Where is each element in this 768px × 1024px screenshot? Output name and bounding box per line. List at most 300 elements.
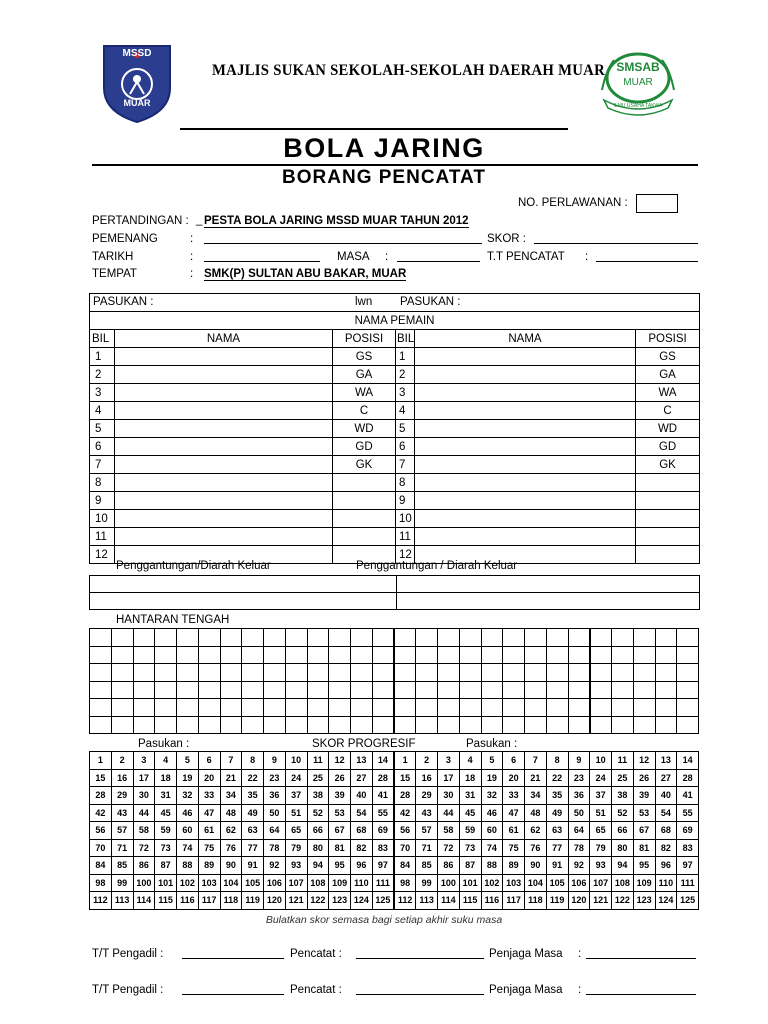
player-name-right-cell[interactable] xyxy=(415,474,636,492)
score-cell-right[interactable]: 10 xyxy=(590,752,612,770)
score-cell-left[interactable]: 25 xyxy=(307,769,329,787)
sig-penjaga-field-1[interactable] xyxy=(586,948,696,959)
score-cell-left[interactable]: 12 xyxy=(329,752,351,770)
hantaran-cell[interactable] xyxy=(416,646,438,664)
score-cell-left[interactable]: 79 xyxy=(285,839,307,857)
score-cell-left[interactable]: 3 xyxy=(133,752,155,770)
hantaran-cell[interactable] xyxy=(590,681,612,699)
hantaran-cell[interactable] xyxy=(633,716,655,734)
score-cell-right[interactable]: 29 xyxy=(416,787,438,805)
hantaran-cell[interactable] xyxy=(612,629,634,647)
score-cell-right[interactable]: 110 xyxy=(655,874,677,892)
hantaran-cell[interactable] xyxy=(177,646,199,664)
score-cell-left[interactable]: 62 xyxy=(220,822,242,840)
hantaran-cell[interactable] xyxy=(111,699,133,717)
player-name-right-cell[interactable] xyxy=(415,384,636,402)
score-cell-left[interactable]: 36 xyxy=(264,787,286,805)
hantaran-cell[interactable] xyxy=(198,716,220,734)
score-cell-left[interactable]: 28 xyxy=(372,769,394,787)
hantaran-cell[interactable] xyxy=(655,716,677,734)
score-cell-left[interactable]: 85 xyxy=(111,857,133,875)
hantaran-cell[interactable] xyxy=(416,629,438,647)
score-cell-right[interactable]: 7 xyxy=(525,752,547,770)
score-cell-left[interactable]: 23 xyxy=(264,769,286,787)
hantaran-cell[interactable] xyxy=(372,699,394,717)
hantaran-cell[interactable] xyxy=(220,664,242,682)
hantaran-cell[interactable] xyxy=(416,699,438,717)
hantaran-cell[interactable] xyxy=(329,629,351,647)
hantaran-cell[interactable] xyxy=(655,629,677,647)
score-cell-right[interactable]: 9 xyxy=(568,752,590,770)
score-cell-right[interactable]: 88 xyxy=(481,857,503,875)
hantaran-cell[interactable] xyxy=(220,716,242,734)
score-cell-left[interactable]: 56 xyxy=(90,822,112,840)
score-cell-left[interactable]: 30 xyxy=(133,787,155,805)
score-cell-right[interactable]: 11 xyxy=(612,752,634,770)
score-cell-left[interactable]: 42 xyxy=(90,804,112,822)
no-perlawanan-box[interactable] xyxy=(636,194,678,213)
score-cell-left[interactable]: 10 xyxy=(285,752,307,770)
hantaran-cell[interactable] xyxy=(416,681,438,699)
score-cell-left[interactable]: 69 xyxy=(372,822,394,840)
score-cell-left[interactable]: 101 xyxy=(155,874,177,892)
hantaran-cell[interactable] xyxy=(111,716,133,734)
hantaran-cell[interactable] xyxy=(155,629,177,647)
score-cell-left[interactable]: 122 xyxy=(307,892,329,910)
score-cell-left[interactable]: 34 xyxy=(220,787,242,805)
hantaran-cell[interactable] xyxy=(416,716,438,734)
score-cell-left[interactable]: 57 xyxy=(111,822,133,840)
score-cell-left[interactable]: 106 xyxy=(264,874,286,892)
hantaran-cell[interactable] xyxy=(394,629,416,647)
score-cell-right[interactable]: 85 xyxy=(416,857,438,875)
score-cell-left[interactable]: 39 xyxy=(329,787,351,805)
score-cell-right[interactable]: 69 xyxy=(677,822,699,840)
hantaran-cell[interactable] xyxy=(568,629,590,647)
score-cell-right[interactable]: 34 xyxy=(525,787,547,805)
player-name-right-cell[interactable] xyxy=(415,492,636,510)
hantaran-cell[interactable] xyxy=(394,699,416,717)
score-cell-right[interactable]: 40 xyxy=(655,787,677,805)
hantaran-cell[interactable] xyxy=(111,646,133,664)
player-name-right-cell[interactable] xyxy=(415,402,636,420)
hantaran-cell[interactable] xyxy=(503,646,525,664)
hantaran-cell[interactable] xyxy=(525,681,547,699)
score-cell-right[interactable]: 47 xyxy=(503,804,525,822)
hantaran-cell[interactable] xyxy=(198,699,220,717)
score-cell-right[interactable]: 42 xyxy=(394,804,416,822)
score-cell-right[interactable]: 20 xyxy=(503,769,525,787)
hantaran-cell[interactable] xyxy=(264,664,286,682)
player-name-right-cell[interactable] xyxy=(415,510,636,528)
score-cell-left[interactable]: 110 xyxy=(351,874,373,892)
hantaran-cell[interactable] xyxy=(220,699,242,717)
score-cell-left[interactable]: 95 xyxy=(329,857,351,875)
score-cell-left[interactable]: 114 xyxy=(133,892,155,910)
score-cell-left[interactable]: 45 xyxy=(155,804,177,822)
player-name-left-cell[interactable] xyxy=(115,366,333,384)
hantaran-cell[interactable] xyxy=(633,664,655,682)
hantaran-cell[interactable] xyxy=(155,699,177,717)
hantaran-cell[interactable] xyxy=(438,629,460,647)
score-cell-right[interactable]: 48 xyxy=(525,804,547,822)
hantaran-cell[interactable] xyxy=(198,646,220,664)
score-cell-right[interactable]: 98 xyxy=(394,874,416,892)
hantaran-cell[interactable] xyxy=(372,664,394,682)
hantaran-cell[interactable] xyxy=(568,716,590,734)
score-cell-right[interactable]: 38 xyxy=(612,787,634,805)
score-cell-right[interactable]: 68 xyxy=(655,822,677,840)
score-cell-left[interactable]: 121 xyxy=(285,892,307,910)
hantaran-cell[interactable] xyxy=(612,716,634,734)
score-cell-right[interactable]: 96 xyxy=(655,857,677,875)
substitution-cell[interactable] xyxy=(90,593,397,610)
sig-pencatat-field-2[interactable] xyxy=(356,984,484,995)
score-cell-right[interactable]: 64 xyxy=(568,822,590,840)
score-cell-left[interactable]: 15 xyxy=(90,769,112,787)
sig-pencatat-field-1[interactable] xyxy=(356,948,484,959)
score-cell-left[interactable]: 47 xyxy=(198,804,220,822)
hantaran-cell[interactable] xyxy=(590,664,612,682)
score-cell-left[interactable]: 43 xyxy=(111,804,133,822)
player-name-right-cell[interactable] xyxy=(415,438,636,456)
hantaran-cell[interactable] xyxy=(459,699,481,717)
score-cell-left[interactable]: 13 xyxy=(351,752,373,770)
score-cell-left[interactable]: 108 xyxy=(307,874,329,892)
hantaran-cell[interactable] xyxy=(459,629,481,647)
hantaran-cell[interactable] xyxy=(677,681,699,699)
score-cell-left[interactable]: 81 xyxy=(329,839,351,857)
hantaran-cell[interactable] xyxy=(329,664,351,682)
hantaran-cell[interactable] xyxy=(155,664,177,682)
hantaran-cell[interactable] xyxy=(677,699,699,717)
hantaran-cell[interactable] xyxy=(655,646,677,664)
hantaran-cell[interactable] xyxy=(546,664,568,682)
hantaran-cell[interactable] xyxy=(677,646,699,664)
sig-pengadil-field-2[interactable] xyxy=(182,984,284,995)
player-name-left-cell[interactable] xyxy=(115,456,333,474)
score-cell-right[interactable]: 76 xyxy=(525,839,547,857)
player-name-left-cell[interactable] xyxy=(115,474,333,492)
score-cell-right[interactable]: 45 xyxy=(459,804,481,822)
score-cell-right[interactable]: 121 xyxy=(590,892,612,910)
score-cell-right[interactable]: 124 xyxy=(655,892,677,910)
score-cell-right[interactable]: 12 xyxy=(633,752,655,770)
score-cell-right[interactable]: 87 xyxy=(459,857,481,875)
score-cell-right[interactable]: 59 xyxy=(459,822,481,840)
hantaran-cell[interactable] xyxy=(307,646,329,664)
hantaran-cell[interactable] xyxy=(546,646,568,664)
hantaran-cell[interactable] xyxy=(285,681,307,699)
score-cell-right[interactable]: 118 xyxy=(525,892,547,910)
player-name-left-cell[interactable] xyxy=(115,492,333,510)
hantaran-cell[interactable] xyxy=(525,664,547,682)
score-cell-right[interactable]: 71 xyxy=(416,839,438,857)
score-cell-right[interactable]: 21 xyxy=(525,769,547,787)
score-cell-right[interactable]: 13 xyxy=(655,752,677,770)
score-cell-right[interactable]: 86 xyxy=(438,857,460,875)
score-cell-right[interactable]: 16 xyxy=(416,769,438,787)
hantaran-cell[interactable] xyxy=(133,699,155,717)
hantaran-cell[interactable] xyxy=(351,629,373,647)
score-cell-right[interactable]: 60 xyxy=(481,822,503,840)
score-cell-right[interactable]: 105 xyxy=(546,874,568,892)
score-cell-right[interactable]: 120 xyxy=(568,892,590,910)
score-cell-right[interactable]: 93 xyxy=(590,857,612,875)
player-name-left-cell[interactable] xyxy=(115,528,333,546)
score-cell-left[interactable]: 66 xyxy=(307,822,329,840)
score-cell-right[interactable]: 90 xyxy=(525,857,547,875)
score-cell-left[interactable]: 107 xyxy=(285,874,307,892)
score-cell-right[interactable]: 97 xyxy=(677,857,699,875)
hantaran-cell[interactable] xyxy=(198,664,220,682)
score-cell-right[interactable]: 77 xyxy=(546,839,568,857)
hantaran-cell[interactable] xyxy=(568,699,590,717)
hantaran-cell[interactable] xyxy=(481,699,503,717)
score-cell-left[interactable]: 7 xyxy=(220,752,242,770)
hantaran-cell[interactable] xyxy=(525,646,547,664)
score-cell-left[interactable]: 44 xyxy=(133,804,155,822)
score-cell-right[interactable]: 91 xyxy=(546,857,568,875)
score-cell-right[interactable]: 19 xyxy=(481,769,503,787)
score-cell-left[interactable]: 113 xyxy=(111,892,133,910)
score-cell-right[interactable]: 65 xyxy=(590,822,612,840)
score-cell-left[interactable]: 75 xyxy=(198,839,220,857)
hantaran-cell[interactable] xyxy=(438,681,460,699)
score-cell-right[interactable]: 18 xyxy=(459,769,481,787)
score-cell-right[interactable]: 112 xyxy=(394,892,416,910)
score-cell-right[interactable]: 82 xyxy=(655,839,677,857)
hantaran-cell[interactable] xyxy=(438,716,460,734)
hantaran-cell[interactable] xyxy=(307,664,329,682)
hantaran-cell[interactable] xyxy=(481,681,503,699)
hantaran-cell[interactable] xyxy=(525,699,547,717)
hantaran-cell[interactable] xyxy=(459,716,481,734)
score-cell-left[interactable]: 72 xyxy=(133,839,155,857)
score-cell-left[interactable]: 116 xyxy=(177,892,199,910)
score-cell-right[interactable]: 122 xyxy=(612,892,634,910)
score-cell-left[interactable]: 84 xyxy=(90,857,112,875)
score-cell-left[interactable]: 123 xyxy=(329,892,351,910)
score-cell-right[interactable]: 31 xyxy=(459,787,481,805)
score-cell-left[interactable]: 14 xyxy=(372,752,394,770)
hantaran-cell[interactable] xyxy=(459,664,481,682)
hantaran-cell[interactable] xyxy=(546,699,568,717)
score-cell-right[interactable]: 36 xyxy=(568,787,590,805)
score-cell-right[interactable]: 43 xyxy=(416,804,438,822)
hantaran-cell[interactable] xyxy=(155,646,177,664)
score-cell-right[interactable]: 95 xyxy=(633,857,655,875)
hantaran-cell[interactable] xyxy=(590,646,612,664)
score-cell-left[interactable]: 98 xyxy=(90,874,112,892)
hantaran-cell[interactable] xyxy=(285,699,307,717)
hantaran-cell[interactable] xyxy=(329,716,351,734)
score-cell-left[interactable]: 73 xyxy=(155,839,177,857)
hantaran-cell[interactable] xyxy=(351,646,373,664)
score-cell-right[interactable]: 89 xyxy=(503,857,525,875)
tt-pencatat-field[interactable] xyxy=(596,251,698,262)
score-cell-left[interactable]: 102 xyxy=(177,874,199,892)
score-cell-right[interactable]: 62 xyxy=(525,822,547,840)
score-cell-right[interactable]: 108 xyxy=(612,874,634,892)
score-cell-right[interactable]: 39 xyxy=(633,787,655,805)
score-cell-left[interactable]: 104 xyxy=(220,874,242,892)
hantaran-cell[interactable] xyxy=(90,681,112,699)
hantaran-cell[interactable] xyxy=(546,629,568,647)
score-cell-left[interactable]: 105 xyxy=(242,874,264,892)
score-cell-left[interactable]: 41 xyxy=(372,787,394,805)
hantaran-cell[interactable] xyxy=(90,664,112,682)
score-cell-right[interactable]: 70 xyxy=(394,839,416,857)
hantaran-cell[interactable] xyxy=(394,646,416,664)
hantaran-cell[interactable] xyxy=(372,646,394,664)
sig-penjaga-field-2[interactable] xyxy=(586,984,696,995)
score-cell-right[interactable]: 46 xyxy=(481,804,503,822)
score-cell-right[interactable]: 27 xyxy=(655,769,677,787)
score-cell-right[interactable]: 55 xyxy=(677,804,699,822)
hantaran-cell[interactable] xyxy=(372,681,394,699)
score-cell-left[interactable]: 70 xyxy=(90,839,112,857)
score-cell-left[interactable]: 20 xyxy=(198,769,220,787)
hantaran-cell[interactable] xyxy=(503,716,525,734)
hantaran-cell[interactable] xyxy=(655,664,677,682)
score-cell-left[interactable]: 74 xyxy=(177,839,199,857)
score-cell-right[interactable]: 101 xyxy=(459,874,481,892)
hantaran-cell[interactable] xyxy=(438,664,460,682)
score-cell-left[interactable]: 118 xyxy=(220,892,242,910)
score-cell-left[interactable]: 49 xyxy=(242,804,264,822)
hantaran-cell[interactable] xyxy=(307,629,329,647)
score-cell-right[interactable]: 53 xyxy=(633,804,655,822)
score-cell-right[interactable]: 66 xyxy=(612,822,634,840)
score-cell-right[interactable]: 92 xyxy=(568,857,590,875)
score-cell-right[interactable]: 25 xyxy=(612,769,634,787)
score-cell-right[interactable]: 15 xyxy=(394,769,416,787)
hantaran-cell[interactable] xyxy=(481,629,503,647)
substitution-cell[interactable] xyxy=(397,593,700,610)
player-name-left-cell[interactable] xyxy=(115,348,333,366)
score-cell-right[interactable]: 22 xyxy=(546,769,568,787)
score-cell-left[interactable]: 67 xyxy=(329,822,351,840)
score-cell-left[interactable]: 59 xyxy=(155,822,177,840)
score-cell-right[interactable]: 107 xyxy=(590,874,612,892)
hantaran-cell[interactable] xyxy=(133,716,155,734)
score-cell-right[interactable]: 49 xyxy=(546,804,568,822)
player-name-right-cell[interactable] xyxy=(415,420,636,438)
score-cell-right[interactable]: 58 xyxy=(438,822,460,840)
score-cell-right[interactable]: 63 xyxy=(546,822,568,840)
hantaran-cell[interactable] xyxy=(459,681,481,699)
score-cell-right[interactable]: 109 xyxy=(633,874,655,892)
score-cell-left[interactable]: 87 xyxy=(155,857,177,875)
skor-field[interactable] xyxy=(534,233,698,244)
score-cell-left[interactable]: 48 xyxy=(220,804,242,822)
score-cell-right[interactable]: 26 xyxy=(633,769,655,787)
hantaran-cell[interactable] xyxy=(438,646,460,664)
score-cell-right[interactable]: 14 xyxy=(677,752,699,770)
score-cell-left[interactable]: 109 xyxy=(329,874,351,892)
score-cell-left[interactable]: 17 xyxy=(133,769,155,787)
score-cell-left[interactable]: 26 xyxy=(329,769,351,787)
hantaran-cell[interactable] xyxy=(220,681,242,699)
score-cell-right[interactable]: 4 xyxy=(459,752,481,770)
hantaran-cell[interactable] xyxy=(394,716,416,734)
score-cell-left[interactable]: 24 xyxy=(285,769,307,787)
hantaran-cell[interactable] xyxy=(329,699,351,717)
score-cell-left[interactable]: 19 xyxy=(177,769,199,787)
hantaran-cell[interactable] xyxy=(612,646,634,664)
hantaran-cell[interactable] xyxy=(394,681,416,699)
score-cell-left[interactable]: 46 xyxy=(177,804,199,822)
hantaran-cell[interactable] xyxy=(372,629,394,647)
score-cell-left[interactable]: 18 xyxy=(155,769,177,787)
score-cell-left[interactable]: 80 xyxy=(307,839,329,857)
score-cell-right[interactable]: 102 xyxy=(481,874,503,892)
score-cell-left[interactable]: 90 xyxy=(220,857,242,875)
score-cell-left[interactable]: 8 xyxy=(242,752,264,770)
hantaran-cell[interactable] xyxy=(655,681,677,699)
score-cell-left[interactable]: 52 xyxy=(307,804,329,822)
hantaran-cell[interactable] xyxy=(481,716,503,734)
hantaran-cell[interactable] xyxy=(503,681,525,699)
score-cell-right[interactable]: 100 xyxy=(438,874,460,892)
score-cell-right[interactable]: 72 xyxy=(438,839,460,857)
score-cell-right[interactable]: 33 xyxy=(503,787,525,805)
hantaran-cell[interactable] xyxy=(264,629,286,647)
score-cell-left[interactable]: 27 xyxy=(351,769,373,787)
score-cell-left[interactable]: 33 xyxy=(198,787,220,805)
score-cell-left[interactable]: 4 xyxy=(155,752,177,770)
score-cell-left[interactable]: 117 xyxy=(198,892,220,910)
score-cell-right[interactable]: 75 xyxy=(503,839,525,857)
score-cell-left[interactable]: 100 xyxy=(133,874,155,892)
hantaran-cell[interactable] xyxy=(394,664,416,682)
score-cell-right[interactable]: 103 xyxy=(503,874,525,892)
score-cell-left[interactable]: 35 xyxy=(242,787,264,805)
score-cell-right[interactable]: 84 xyxy=(394,857,416,875)
hantaran-cell[interactable] xyxy=(481,664,503,682)
score-cell-left[interactable]: 68 xyxy=(351,822,373,840)
score-cell-left[interactable]: 53 xyxy=(329,804,351,822)
score-cell-right[interactable]: 41 xyxy=(677,787,699,805)
score-cell-right[interactable]: 57 xyxy=(416,822,438,840)
hantaran-cell[interactable] xyxy=(133,646,155,664)
score-cell-left[interactable]: 63 xyxy=(242,822,264,840)
hantaran-cell[interactable] xyxy=(568,681,590,699)
hantaran-cell[interactable] xyxy=(242,681,264,699)
score-cell-left[interactable]: 94 xyxy=(307,857,329,875)
score-cell-left[interactable]: 5 xyxy=(177,752,199,770)
score-cell-right[interactable]: 113 xyxy=(416,892,438,910)
score-cell-left[interactable]: 31 xyxy=(155,787,177,805)
score-cell-left[interactable]: 103 xyxy=(198,874,220,892)
score-cell-right[interactable]: 32 xyxy=(481,787,503,805)
hantaran-cell[interactable] xyxy=(90,629,112,647)
score-cell-right[interactable]: 54 xyxy=(655,804,677,822)
hantaran-cell[interactable] xyxy=(264,699,286,717)
score-cell-right[interactable]: 73 xyxy=(459,839,481,857)
hantaran-cell[interactable] xyxy=(285,629,307,647)
hantaran-cell[interactable] xyxy=(285,716,307,734)
score-cell-left[interactable]: 78 xyxy=(264,839,286,857)
score-cell-right[interactable]: 94 xyxy=(612,857,634,875)
hantaran-cell[interactable] xyxy=(438,699,460,717)
score-cell-left[interactable]: 9 xyxy=(264,752,286,770)
score-cell-left[interactable]: 40 xyxy=(351,787,373,805)
score-cell-left[interactable]: 60 xyxy=(177,822,199,840)
score-cell-left[interactable]: 77 xyxy=(242,839,264,857)
hantaran-cell[interactable] xyxy=(329,646,351,664)
